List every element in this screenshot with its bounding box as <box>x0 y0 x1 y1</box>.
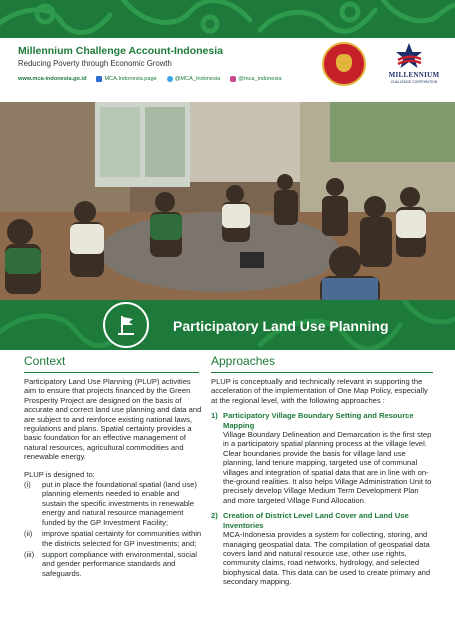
mcc-subtitle: CHALLENGE CORPORATION <box>390 80 438 84</box>
list-item <box>24 529 202 548</box>
top-decorative-band <box>0 0 455 38</box>
mcc-name: MILLENNIUM <box>388 71 440 79</box>
facebook-link[interactable] <box>96 76 156 82</box>
mcc-logo <box>384 42 440 90</box>
approach-description: MCA-Indonesia provides a system for collecting, storing, and managing geospatial data. The compilation of geospatial data covers land and natural resource use, other use rights, community claims, road networks, hydrology, and selected biophysical data. This data can be used to create primary and secondary mapping. <box>223 530 431 587</box>
list-item-text: improve spatial certainty for communities within the districts selected for GP investments; and; <box>42 529 202 548</box>
instagram-link[interactable] <box>230 76 281 82</box>
header <box>0 38 455 102</box>
contact-bar <box>18 76 282 82</box>
approach-description: Village Boundary Delineation and Demarcation is the first step in a participatory spatial planning process at the village level. Clear boundaries provide the basis for village land use planning, land tenure mapping, targeted use of communal villages and integration of spatial data that are in line with on-the-ground realities. It also helps Village Administration Unit to precisely develop Village Medium Term Development Plan and more targeted Village Fund Allocation. <box>223 430 432 505</box>
facebook-label: MCA.Indonesia.page <box>104 76 157 82</box>
approaches-section <box>211 354 433 587</box>
list-item-number: (i) <box>24 480 31 490</box>
org-name: Millennium Challenge Account-Indonesia <box>18 45 223 57</box>
approach-title: Participatory Village Boundary Setting and Resource Mapping <box>223 411 414 430</box>
list-item <box>24 480 202 527</box>
instagram-icon <box>230 76 236 82</box>
approach-title: Creation of District Level Land Cover and Land Use Inventories <box>223 511 409 530</box>
approaches-intro: PLUP is conceptually and technically relevant in supporting the acceleration of the implementation of One Map Policy, especially at the regional level, with the following approaches : <box>211 377 428 405</box>
instagram-label: @mca_indonesia <box>238 76 282 82</box>
approach-number: 2) <box>211 511 218 521</box>
list-item <box>24 550 202 578</box>
facebook-icon <box>96 76 102 82</box>
list-item-number: (iii) <box>24 549 35 559</box>
context-designed-to: PLUP is designed to: <box>24 469 95 479</box>
approaches-heading: Approaches <box>211 354 276 368</box>
twitter-label: @MCA_Indonesia <box>174 76 221 82</box>
swirl-pattern <box>0 0 455 38</box>
context-heading: Context <box>24 354 66 368</box>
approach-number: 1) <box>211 411 218 421</box>
twitter-icon <box>167 76 173 82</box>
approach-item <box>211 411 433 505</box>
government-seal-logo <box>322 42 366 86</box>
context-section <box>24 354 202 580</box>
meeting-photo <box>0 102 455 300</box>
approaches-divider <box>211 372 433 373</box>
title-badge <box>103 302 149 348</box>
list-item-number: (ii) <box>24 529 33 539</box>
twitter-link[interactable] <box>167 76 220 82</box>
approach-body <box>223 511 433 586</box>
context-intro: Participatory Land Use Planning (PLUP) activities aim to ensure that projects financed by the Green Prosperity Project are designed on the basis of accurate and correct land use planning and data and are subject to and reinforce existing national laws, regulations and plans. Spatial certainty provides a basic foundation for an effective management of natural resources, agricultural commodities and renewable energy. <box>24 377 202 462</box>
approach-item <box>211 511 433 586</box>
website-link[interactable]: www.mca-indonesia.go.id <box>18 76 87 82</box>
context-divider <box>24 372 199 373</box>
approach-body <box>223 411 433 505</box>
meeting-illustration <box>0 102 455 300</box>
org-tagline: Reducing Poverty through Economic Growth <box>18 59 172 68</box>
page-title: Participatory Land Use Planning <box>173 318 389 334</box>
mcc-star-icon <box>394 42 424 70</box>
flag-icon <box>114 313 138 337</box>
list-item-text: put in place the foundational spatial (land use) planning elements needed to enable and sustain the specific investments in renewable energy and natural resource management funded by the GP Investment Facility; <box>42 480 197 527</box>
list-item-text: support compliance with environmental, social and gender performance standards and safeguards. <box>42 549 197 578</box>
